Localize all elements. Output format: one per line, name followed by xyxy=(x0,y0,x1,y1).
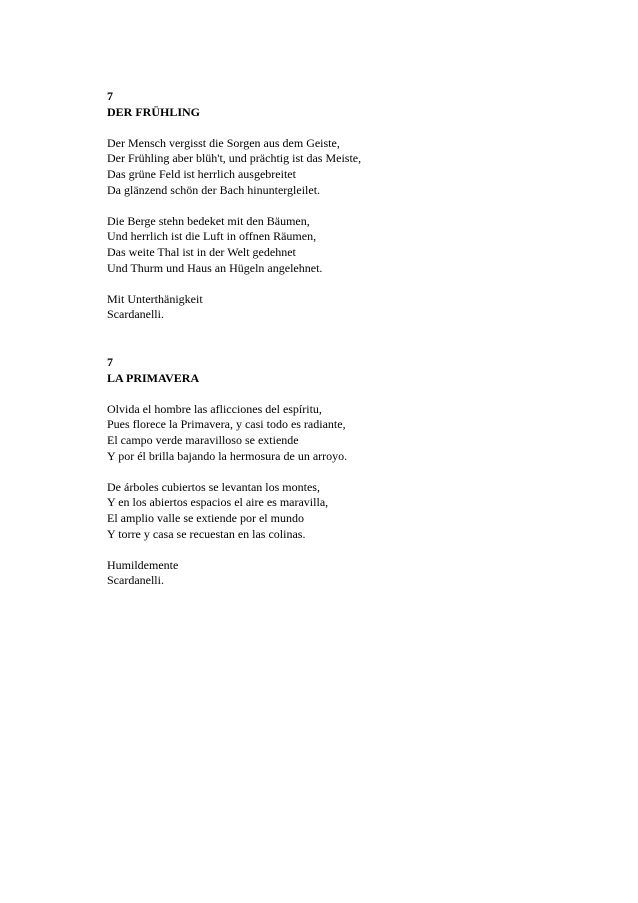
poem-number: 7 xyxy=(107,355,113,369)
poem-number: 7 xyxy=(107,89,113,103)
stanza-gap xyxy=(107,198,587,214)
stanza-gap xyxy=(107,386,587,402)
verse-line: Der Mensch vergisst die Sorgen aus dem Geiste, xyxy=(107,135,340,150)
stanza-2 xyxy=(107,480,587,542)
verse-line: Und Thurm und Haus an Hügeln angelehnet. xyxy=(107,260,323,275)
verse-line: Olvida el hombre las aflicciones del espíritu, xyxy=(107,401,322,416)
signature: Scardanelli. xyxy=(107,573,164,588)
closing-line: Mit Unterthänigkeit xyxy=(107,291,203,306)
verse-line: Da glänzend schön der Bach hinuntergleilet. xyxy=(107,182,321,197)
verse-line: Das weite Thal ist in der Welt gedehnet xyxy=(107,244,296,259)
verse-line: Y torre y casa se recuestan en las colinas. xyxy=(107,526,306,541)
poem-spanish xyxy=(107,355,587,589)
signature: Scardanelli. xyxy=(107,307,164,322)
verse-line: Der Frühling aber blüh't, und prächtig ist das Meiste, xyxy=(107,151,362,166)
stanza-gap xyxy=(107,464,587,480)
verse-line: Y en los abiertos espacios el aire es maravilla, xyxy=(107,495,329,510)
stanza-gap xyxy=(107,542,587,558)
stanza-gap xyxy=(107,276,587,292)
poem-german xyxy=(107,89,587,323)
verse-line: Pues florece la Primavera, y casi todo es radiante, xyxy=(107,417,346,432)
stanza-1 xyxy=(107,402,587,464)
stanza-1 xyxy=(107,136,587,198)
stanza-gap xyxy=(107,120,587,136)
verse-line: De árboles cubiertos se levantan los montes, xyxy=(107,479,320,494)
verse-line: Das grüne Feld ist herrlich ausgebreitet xyxy=(107,166,296,181)
poem-title: DER FRÜHLING xyxy=(107,104,201,119)
verse-line: Y por él brilla bajando la hermosura de un arroyo. xyxy=(107,448,348,463)
verse-line: El campo verde maravilloso se extiende xyxy=(107,432,299,447)
closing-line: Humildemente xyxy=(107,557,179,572)
verse-line: El amplio valle se extiende por el mundo xyxy=(107,510,304,525)
stanza-2 xyxy=(107,214,587,276)
verse-line: Und herrlich ist die Luft in offnen Räumen, xyxy=(107,229,317,244)
verse-line: Die Berge stehn bedeket mit den Bäumen, xyxy=(107,213,310,228)
poem-title: LA PRIMAVERA xyxy=(107,370,200,385)
